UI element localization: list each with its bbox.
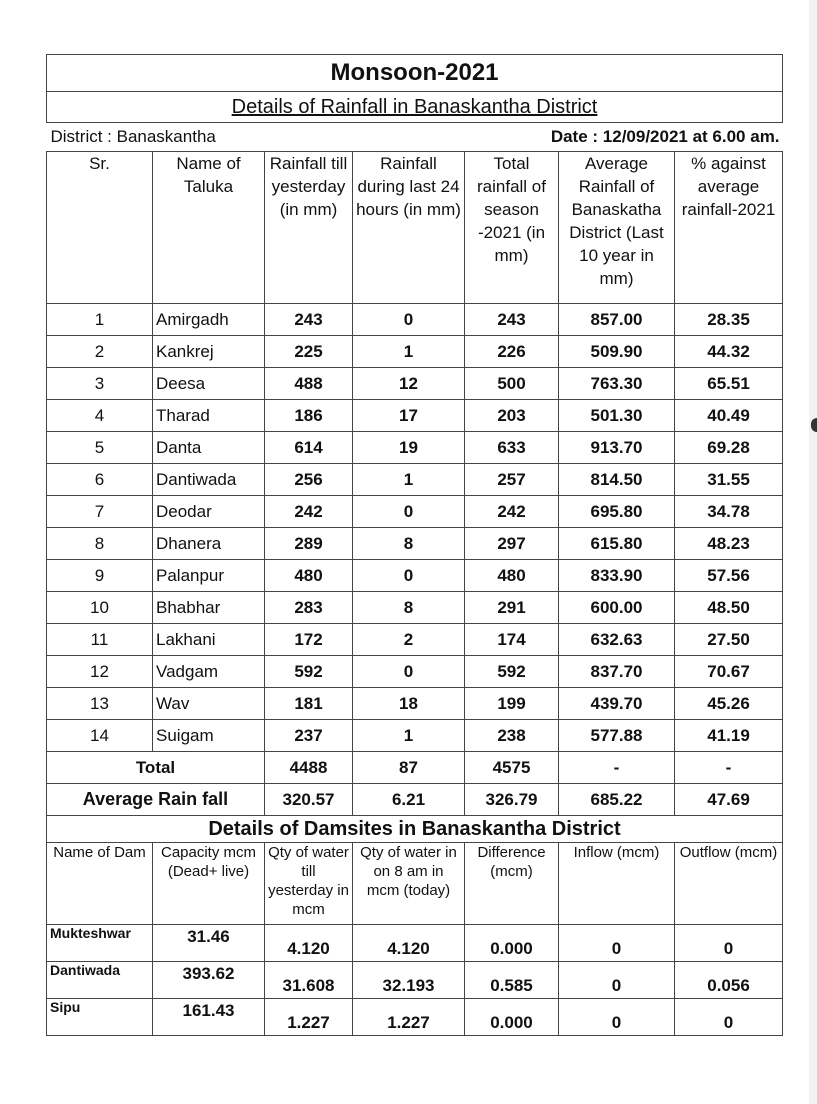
row-sr: 8: [47, 528, 153, 560]
row-percent: 27.50: [675, 624, 783, 656]
row-total: 199: [465, 688, 559, 720]
dam-header-capacity: Capacity mcm (Dead+ live): [153, 843, 265, 925]
average-average: 685.22: [559, 784, 675, 816]
row-percent: 48.50: [675, 592, 783, 624]
row-taluka: Amirgadh: [153, 304, 265, 336]
row-average: 439.70: [559, 688, 675, 720]
table-row: [47, 496, 783, 528]
row-taluka: Deesa: [153, 368, 265, 400]
row-last24: 19: [353, 432, 465, 464]
row-last24: 8: [353, 528, 465, 560]
table-row: [47, 336, 783, 368]
header-average: Average Rainfall of Banaskatha District (Last 10 year in mm): [559, 152, 675, 304]
row-percent: 41.19: [675, 720, 783, 752]
row-average: 600.00: [559, 592, 675, 624]
dam-inflow: 0: [559, 962, 675, 999]
row-taluka: Lakhani: [153, 624, 265, 656]
dam-qty-today: 32.193: [353, 962, 465, 999]
row-yesterday: 256: [265, 464, 353, 496]
row-total: 257: [465, 464, 559, 496]
dam-row: [47, 999, 783, 1036]
row-last24: 0: [353, 304, 465, 336]
row-yesterday: 283: [265, 592, 353, 624]
row-last24: 17: [353, 400, 465, 432]
row-yesterday: 480: [265, 560, 353, 592]
rainfall-report: [46, 54, 782, 1036]
total-last24: 87: [353, 752, 465, 784]
row-yesterday: 488: [265, 368, 353, 400]
dam-difference: 0.585: [465, 962, 559, 999]
row-total: 291: [465, 592, 559, 624]
row-last24: 1: [353, 464, 465, 496]
row-total: 297: [465, 528, 559, 560]
row-taluka: Vadgam: [153, 656, 265, 688]
dam-qty-yesterday: 1.227: [265, 999, 353, 1036]
row-sr: 4: [47, 400, 153, 432]
dam-inflow: 0: [559, 999, 675, 1036]
header-percent: % against average rainfall-2021: [675, 152, 783, 304]
row-total: 243: [465, 304, 559, 336]
header-sr: Sr.: [47, 152, 153, 304]
page-title: Monsoon-2021: [47, 55, 783, 92]
dam-name: Mukteshwar: [47, 925, 153, 962]
row-last24: 12: [353, 368, 465, 400]
row-yesterday: 225: [265, 336, 353, 368]
row-taluka: Dhanera: [153, 528, 265, 560]
row-sr: 12: [47, 656, 153, 688]
total-percent: -: [675, 752, 783, 784]
row-total: 633: [465, 432, 559, 464]
row-percent: 69.28: [675, 432, 783, 464]
dam-rows: [47, 925, 783, 1036]
dam-qty-today: 4.120: [353, 925, 465, 962]
dam-row: [47, 925, 783, 962]
total-average: -: [559, 752, 675, 784]
dam-outflow: 0: [675, 925, 783, 962]
dams-title: Details of Damsites in Banaskantha District: [47, 816, 783, 843]
dam-outflow: 0: [675, 999, 783, 1036]
row-total: 226: [465, 336, 559, 368]
row-last24: 1: [353, 336, 465, 368]
table-row: [47, 592, 783, 624]
table-row: [47, 720, 783, 752]
row-last24: 0: [353, 560, 465, 592]
row-yesterday: 172: [265, 624, 353, 656]
row-sr: 9: [47, 560, 153, 592]
row-average: 615.80: [559, 528, 675, 560]
table-row: [47, 560, 783, 592]
row-taluka: Dantiwada: [153, 464, 265, 496]
dam-header-name: Name of Dam: [47, 843, 153, 925]
row-average: 857.00: [559, 304, 675, 336]
rain-rows: [47, 304, 783, 752]
row-total: 500: [465, 368, 559, 400]
average-season: 326.79: [465, 784, 559, 816]
row-average: 577.88: [559, 720, 675, 752]
row-sr: 11: [47, 624, 153, 656]
row-percent: 31.55: [675, 464, 783, 496]
row-percent: 28.35: [675, 304, 783, 336]
row-taluka: Palanpur: [153, 560, 265, 592]
row-average: 913.70: [559, 432, 675, 464]
row-sr: 10: [47, 592, 153, 624]
row-last24: 2: [353, 624, 465, 656]
row-taluka: Bhabhar: [153, 592, 265, 624]
scroll-handle-icon[interactable]: [811, 418, 817, 432]
table-row: [47, 688, 783, 720]
scrollbar[interactable]: [809, 0, 817, 1104]
total-season: 4575: [465, 752, 559, 784]
header-total: Total rainfall of season -2021 (in mm): [465, 152, 559, 304]
row-percent: 48.23: [675, 528, 783, 560]
row-yesterday: 243: [265, 304, 353, 336]
row-total: 480: [465, 560, 559, 592]
row-total: 203: [465, 400, 559, 432]
table-row: [47, 368, 783, 400]
dam-difference: 0.000: [465, 925, 559, 962]
row-taluka: Deodar: [153, 496, 265, 528]
row-average: 501.30: [559, 400, 675, 432]
dam-capacity: 161.43: [153, 999, 265, 1036]
dam-qty-yesterday: 31.608: [265, 962, 353, 999]
dam-row: [47, 962, 783, 999]
table-row: [47, 304, 783, 336]
row-total: 238: [465, 720, 559, 752]
row-average: 833.90: [559, 560, 675, 592]
row-average: 837.70: [559, 656, 675, 688]
row-sr: 13: [47, 688, 153, 720]
row-taluka: Tharad: [153, 400, 265, 432]
row-taluka: Wav: [153, 688, 265, 720]
row-yesterday: 592: [265, 656, 353, 688]
average-percent: 47.69: [675, 784, 783, 816]
dam-qty-today: 1.227: [353, 999, 465, 1036]
row-percent: 40.49: [675, 400, 783, 432]
row-total: 592: [465, 656, 559, 688]
row-yesterday: 186: [265, 400, 353, 432]
row-percent: 70.67: [675, 656, 783, 688]
row-last24: 18: [353, 688, 465, 720]
dam-capacity: 31.46: [153, 925, 265, 962]
dam-header-outflow: Outflow (mcm): [675, 843, 783, 925]
row-percent: 45.26: [675, 688, 783, 720]
row-total: 242: [465, 496, 559, 528]
dam-header-difference: Difference (mcm): [465, 843, 559, 925]
row-last24: 8: [353, 592, 465, 624]
table-row: [47, 656, 783, 688]
row-taluka: Kankrej: [153, 336, 265, 368]
table-row: [47, 528, 783, 560]
row-average: 695.80: [559, 496, 675, 528]
row-percent: 34.78: [675, 496, 783, 528]
dam-qty-yesterday: 4.120: [265, 925, 353, 962]
dam-outflow: 0.056: [675, 962, 783, 999]
dam-header-qty-today: Qty of water in on 8 am in mcm (today): [353, 843, 465, 925]
table-row: [47, 464, 783, 496]
row-yesterday: 289: [265, 528, 353, 560]
table-row: [47, 624, 783, 656]
row-average: 814.50: [559, 464, 675, 496]
row-average: 763.30: [559, 368, 675, 400]
row-average: 632.63: [559, 624, 675, 656]
average-yesterday: 320.57: [265, 784, 353, 816]
row-sr: 2: [47, 336, 153, 368]
dam-header-qty-yesterday: Qty of water till yesterday in mcm: [265, 843, 353, 925]
district-label: District : Banaskantha: [50, 127, 216, 146]
row-yesterday: 242: [265, 496, 353, 528]
row-sr: 14: [47, 720, 153, 752]
row-sr: 5: [47, 432, 153, 464]
header-till-yesterday: Rainfall till yesterday (in mm): [265, 152, 353, 304]
row-taluka: Suigam: [153, 720, 265, 752]
average-last24: 6.21: [353, 784, 465, 816]
average-label: Average Rain fall: [47, 784, 265, 816]
total-yesterday: 4488: [265, 752, 353, 784]
row-yesterday: 614: [265, 432, 353, 464]
row-taluka: Danta: [153, 432, 265, 464]
header-taluka: Name of Taluka: [153, 152, 265, 304]
row-sr: 6: [47, 464, 153, 496]
dams-table: [46, 816, 783, 1036]
header-last-24h: Rainfall during last 24 hours (in mm): [353, 152, 465, 304]
dam-name: Sipu: [47, 999, 153, 1036]
dam-name: Dantiwada: [47, 962, 153, 999]
row-sr: 1: [47, 304, 153, 336]
row-average: 509.90: [559, 336, 675, 368]
dam-capacity: 393.62: [153, 962, 265, 999]
row-last24: 1: [353, 720, 465, 752]
row-last24: 0: [353, 496, 465, 528]
report-date: Date : 12/09/2021 at 6.00 am.: [550, 127, 780, 146]
row-last24: 0: [353, 656, 465, 688]
row-percent: 44.32: [675, 336, 783, 368]
total-label: Total: [47, 752, 265, 784]
row-total: 174: [465, 624, 559, 656]
table-row: [47, 400, 783, 432]
row-percent: 57.56: [675, 560, 783, 592]
table-row: [47, 432, 783, 464]
rainfall-table: [46, 54, 783, 816]
page-subtitle: Details of Rainfall in Banaskantha District: [47, 92, 783, 123]
row-percent: 65.51: [675, 368, 783, 400]
dam-inflow: 0: [559, 925, 675, 962]
row-yesterday: 237: [265, 720, 353, 752]
dam-header-inflow: Inflow (mcm): [559, 843, 675, 925]
dam-difference: 0.000: [465, 999, 559, 1036]
row-sr: 7: [47, 496, 153, 528]
row-yesterday: 181: [265, 688, 353, 720]
row-sr: 3: [47, 368, 153, 400]
